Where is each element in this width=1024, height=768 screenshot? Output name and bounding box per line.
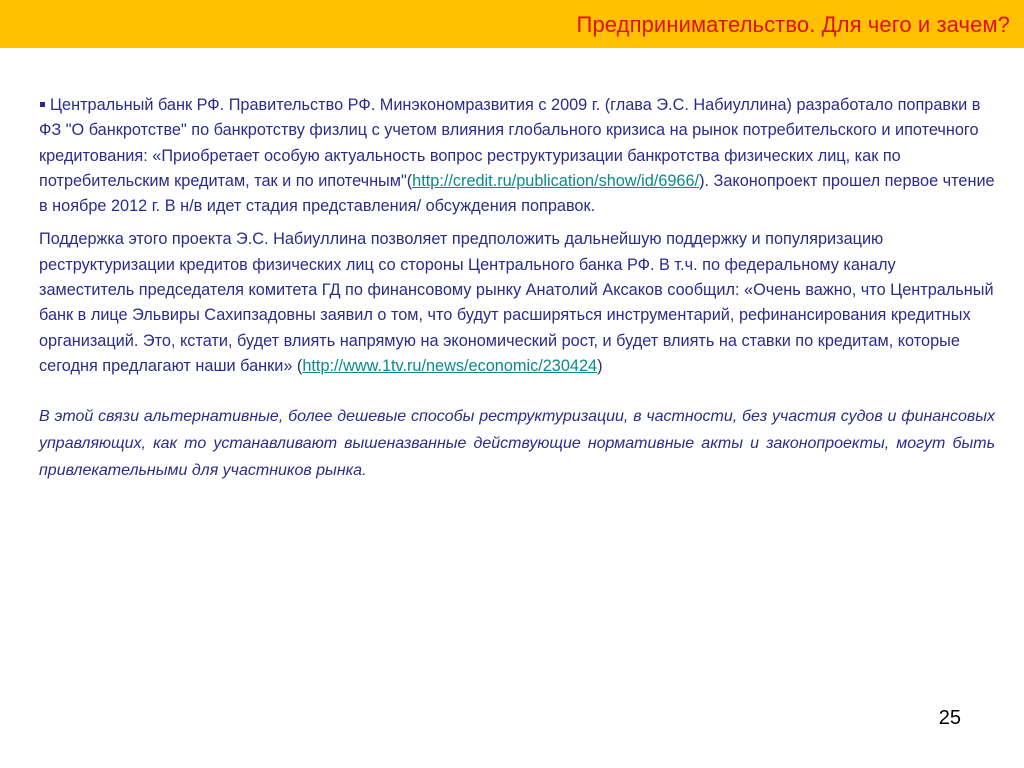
page-number: 25 — [938, 707, 961, 729]
paragraph-2-tail: ) — [597, 356, 603, 375]
paragraph-1-tail: ). Законопроект прошел первое чтение в ноябре 2012 г. В н/в идет стадия представления/ обсуждения поправок. — [39, 171, 995, 216]
paragraph-nabiullina-support — [39, 227, 995, 379]
slide-body — [39, 93, 995, 484]
paragraph-2-text: Поддержка этого проекта Э.С. Набиуллина позволяет предположить дальнейшую поддержку и популяризацию реструктуризации кредитов физических лиц со стороны Центрального банка РФ. В т.ч. по федеральному каналу заместитель председателя комитета ГД по финансовому рынку Анатолий Аксаков сообщил: «Очень важно, что Центральный банк в лице Эльвиры Сахипзадовны заявил о том, что будут расширяться инструментарий, рефинансирования кредитных организаций. Это, кстати, будет влиять напрямую на экономический рост, и будет влиять на ставки по кредитам, которые сегодня предлагают наши банки» ( — [39, 230, 994, 375]
bullet-icon — [40, 102, 45, 107]
1tv-news-link[interactable]: http://www.1tv.ru/news/economic/230424 — [302, 356, 598, 375]
paragraph-conclusion: В этой связи альтернативные, более дешевые способы реструктуризации, в частности, без участия судов и финансовых управляющих, как то устанавливают вышеназванные действующие нормативные акты и законопроекты, могут быть привлекательными для участников рынка. — [39, 408, 995, 480]
slide-title: Предпринимательство. Для чего и зачем? — [576, 12, 1010, 37]
paragraph-central-bank — [39, 93, 995, 219]
title-bar — [0, 0, 1024, 48]
credit-ru-link[interactable]: http://credit.ru/publication/show/id/6966/ — [412, 171, 700, 190]
paragraph-1-text: Центральный банк РФ. Правительство РФ. Минэкономразвития с 2009 г. (глава Э.С. Набиуллина) разработало поправки в ФЗ "О банкротстве" по банкротству физлиц с учетом влияния глобального кризиса на рынок потребительского и ипотечного кредитования: «Приобретает особую актуальность вопрос реструктуризации банкротства физических лиц, как по потребительским кредитам, так и по ипотечным"( — [39, 96, 981, 190]
